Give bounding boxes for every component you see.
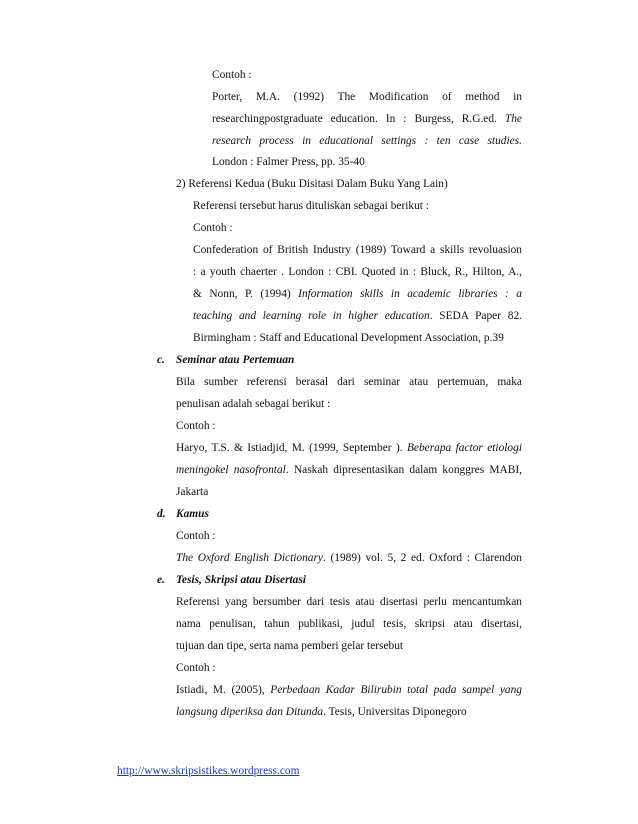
paragraph-line: Referensi tersebut harus dituliskan sebagai berikut : [193, 200, 429, 212]
reference-line: Jakarta [176, 486, 209, 498]
paragraph-line: tujuan dan tipe, serta nama pemberi gelar tersebut [176, 640, 404, 652]
reference-line: & Nonn, P. (1994) Information skills in academic libraries : a [193, 288, 522, 300]
section-heading: Tesis, Skripsi atau Disertasi [176, 574, 306, 586]
footer-link[interactable]: http://www.skripsistikes.wordpress.com [117, 765, 300, 777]
paragraph-line: Bila sumber referensi berasal dari seminar atau pertemuan, maka [176, 376, 522, 388]
reference-line: research process in educational settings : ten case studies. [212, 135, 522, 147]
reference-line: Porter, M.A. (1992) The Modification of method in [212, 91, 522, 103]
reference-line: researchingpostgraduate education. In : Burgess, R.G.ed. The [212, 113, 522, 125]
contoh-label: Contoh : [176, 420, 216, 432]
section-heading: Kamus [176, 508, 209, 520]
list-letter: d. [157, 508, 166, 520]
reference-line: : a youth chaerter . London : CBI. Quoted in : Bluck, R., Hilton, A., [193, 266, 522, 278]
paragraph-line: nama penulisan, tahun publikasi, judul tesis, skripsi atau disertasi, [176, 618, 522, 630]
reference-line: Birmingham : Staff and Educational Development Association, p.39 [193, 332, 504, 344]
contoh-label: Contoh : [176, 530, 216, 542]
reference-line: Confederation of British Industry (1989) Toward a skills revoluasion [193, 244, 522, 256]
paragraph-line: penulisan adalah sebagai berikut : [176, 398, 331, 410]
reference-line: The Oxford English Dictionary. (1989) vol. 5, 2 ed. Oxford : Clarendon [176, 552, 522, 564]
section-heading: Seminar atau Pertemuan [176, 354, 295, 366]
contoh-label: Contoh : [193, 222, 233, 234]
contoh-label: Contoh : [212, 69, 252, 81]
paragraph-line: Referensi yang bersumber dari tesis atau disertasi perlu mencantumkan [176, 596, 522, 608]
numbered-heading: 2) Referensi Kedua (Buku Disitasi Dalam Buku Yang Lain) [176, 178, 448, 190]
reference-line: teaching and learning role in higher education. SEDA Paper 82. [193, 310, 522, 322]
contoh-label: Contoh : [176, 662, 216, 674]
reference-line: langsung diperiksa dan Ditunda. Tesis, Universitas Diponegoro [176, 706, 467, 718]
reference-line: London : Falmer Press, pp. 35-40 [212, 156, 365, 168]
list-letter: e. [157, 574, 165, 586]
list-letter: c. [157, 354, 165, 366]
reference-line: Istiadi, M. (2005), Perbedaan Kadar Bilirubin total pada sampel yang [176, 684, 522, 696]
reference-line: meningokel nasofrontal. Naskah dipresentasikan dalam konggres MABI, [176, 464, 522, 476]
reference-line: Haryo, T.S. & Istiadjid, M. (1999, September ). Beberapa factor etiologi [176, 442, 522, 454]
